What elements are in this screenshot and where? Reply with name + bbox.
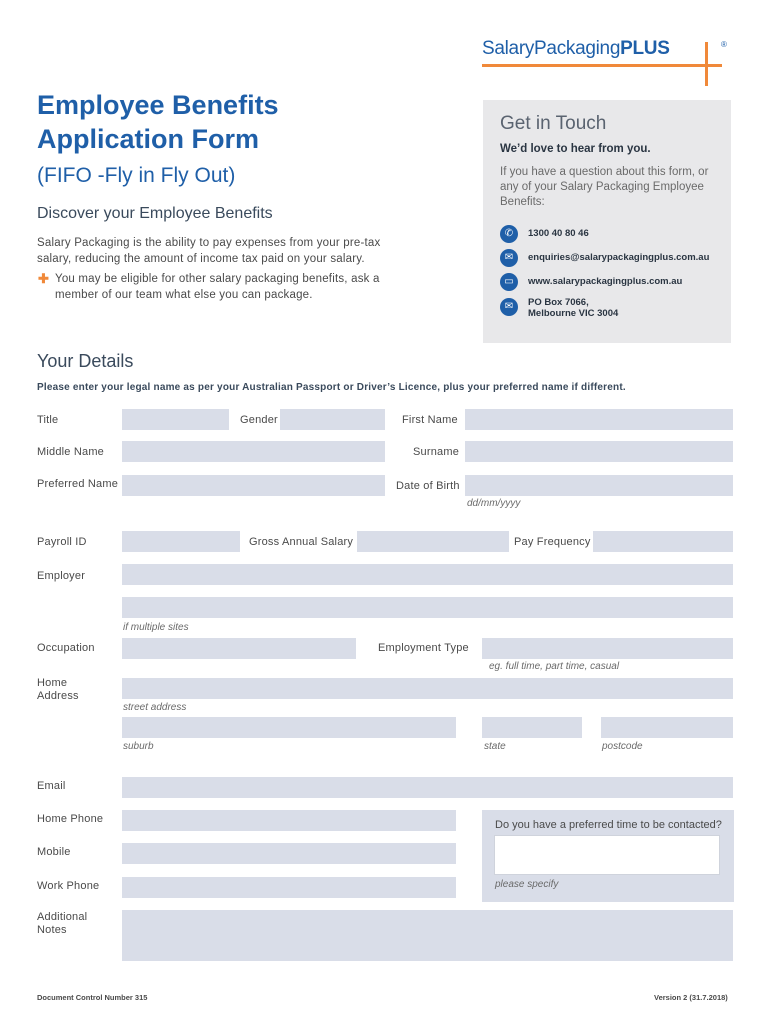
footer-doc-number: Document Control Number 315 [37, 993, 148, 1002]
middle-name-field[interactable] [122, 441, 385, 462]
gross-salary-label: Gross Annual Salary [249, 536, 354, 548]
logo-underline [482, 64, 722, 67]
page-subtitle: (FIFO -Fly in Fly Out) [37, 164, 236, 187]
occupation-field[interactable] [122, 638, 356, 659]
contact-subtitle: We’d love to hear from you. [500, 143, 651, 155]
first-name-field[interactable] [465, 409, 733, 430]
dob-hint: dd/mm/yyyy [467, 498, 521, 509]
logo-text-bold: PLUS [620, 38, 670, 59]
employer-hint: if multiple sites [123, 622, 189, 633]
first-name-label: First Name [402, 414, 458, 426]
preferred-time-question: Do you have a preferred time to be contacted? [495, 819, 722, 831]
logo-text-light: SalaryPackaging [482, 38, 621, 59]
gross-salary-field[interactable] [357, 531, 509, 552]
work-phone-field[interactable] [122, 877, 456, 898]
mail-icon: ✉ [500, 298, 518, 316]
notes-label [37, 911, 87, 937]
email-icon: ✉ [500, 249, 518, 267]
email-label: Email [37, 780, 66, 792]
contact-address [528, 297, 618, 319]
bullet-text-line1: You may be eligible for other salary packaging benefits, ask a [55, 273, 380, 285]
employer-field-2[interactable] [122, 597, 733, 618]
page-title [37, 88, 279, 156]
logo-registered-mark: ® [721, 40, 727, 49]
surname-label: Surname [413, 446, 460, 458]
notes-label-line2: Notes [37, 924, 67, 936]
contact-paragraph: If you have a question about this form, or any of your Salary Packaging Employee Benefits: [500, 166, 709, 208]
instruction-text: Please enter your legal name as per your Australian Passport or Driver’s Licence, plus your preferred name if different. [37, 382, 626, 393]
preferred-time-hint: please specify [495, 879, 559, 890]
street-address-field[interactable] [122, 678, 733, 699]
state-hint: state [484, 741, 506, 752]
home-phone-label: Home Phone [37, 813, 104, 825]
postcode-field[interactable] [601, 717, 733, 738]
website-icon: ▭ [500, 273, 518, 291]
email-field[interactable] [122, 777, 733, 798]
title-label: Title [37, 414, 59, 426]
discover-heading: Discover your Employee Benefits [37, 205, 273, 222]
employment-type-hint: eg. full time, part time, casual [489, 661, 620, 672]
home-address-label-line2: Address [37, 690, 79, 702]
gender-label: Gender [240, 414, 278, 426]
payroll-id-field[interactable] [122, 531, 240, 552]
home-phone-field[interactable] [122, 810, 456, 831]
title-field[interactable] [122, 409, 229, 430]
pay-frequency-field[interactable] [593, 531, 733, 552]
footer-version: Version 2 (31.7.2018) [654, 993, 728, 1002]
employment-type-label: Employment Type [378, 642, 469, 654]
page-title-line1: Employee Benefits [37, 90, 279, 120]
contact-email[interactable]: enquiries@salarypackagingplus.com.au [528, 252, 710, 263]
payroll-id-label: Payroll ID [37, 536, 87, 548]
pay-frequency-label: Pay Frequency [514, 536, 591, 548]
brand-logo [482, 38, 670, 60]
bullet-text-line2: member of our team what else you can package. [55, 289, 313, 301]
suburb-hint: suburb [123, 741, 154, 752]
preferred-time-field[interactable] [494, 835, 720, 875]
phone-icon: ✆ [500, 225, 518, 243]
notes-label-line1: Additional [37, 911, 88, 923]
contact-website[interactable]: www.salarypackagingplus.com.au [528, 276, 683, 287]
occupation-label: Occupation [37, 642, 95, 654]
home-address-label-line1: Home [37, 677, 68, 689]
preferred-name-label: Preferred Name [37, 478, 119, 490]
employer-label: Employer [37, 570, 86, 582]
mobile-field[interactable] [122, 843, 456, 864]
section-heading: Your Details [37, 351, 134, 371]
intro-paragraph: Salary Packaging is the ability to pay expenses from your pre-tax salary, reducing the amount of income tax paid on your salary. [37, 237, 381, 265]
middle-name-label: Middle Name [37, 446, 105, 458]
surname-field[interactable] [465, 441, 733, 462]
suburb-field[interactable] [122, 717, 456, 738]
dob-field[interactable] [465, 475, 733, 496]
gender-field[interactable] [280, 409, 385, 430]
address-line2: Melbourne VIC 3004 [528, 308, 619, 319]
dob-label: Date of Birth [396, 480, 460, 492]
mobile-label: Mobile [37, 846, 71, 858]
plus-bullet-icon: ✚ [38, 271, 49, 286]
home-address-label [37, 677, 79, 703]
employer-field[interactable] [122, 564, 733, 585]
preferred-name-field[interactable] [122, 475, 385, 496]
logo-plus-bar [705, 42, 708, 86]
postcode-hint: postcode [602, 741, 643, 752]
employment-type-field[interactable] [482, 638, 733, 659]
contact-phone[interactable]: 1300 40 80 46 [528, 228, 589, 239]
address-line1: PO Box 7066, [528, 297, 589, 308]
work-phone-label: Work Phone [37, 880, 100, 892]
contact-title: Get in Touch [500, 113, 607, 134]
notes-field[interactable] [122, 910, 733, 961]
state-field[interactable] [482, 717, 582, 738]
page-title-line2: Application Form [37, 124, 259, 154]
street-address-hint: street address [123, 702, 187, 713]
